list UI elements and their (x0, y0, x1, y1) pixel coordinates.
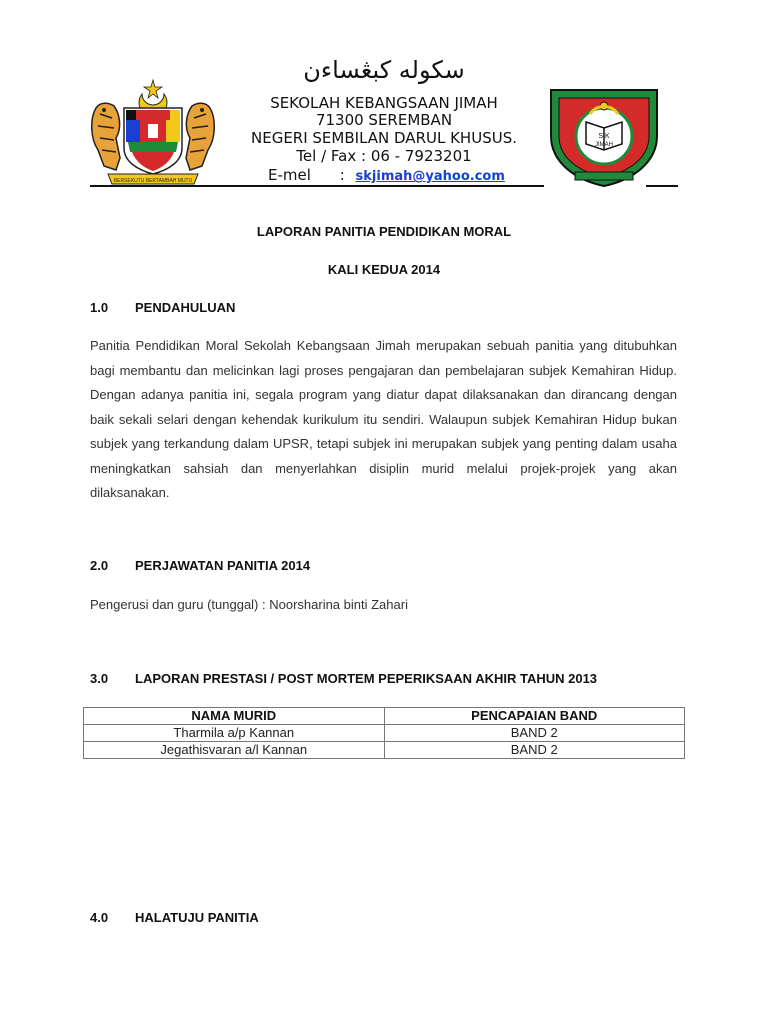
column-header-band: PENCAPAIAN BAND (384, 708, 685, 725)
section-2-body: Pengerusi dan guru (tunggal) : Noorsharina binti Zahari (90, 597, 408, 612)
section-1-body: Panitia Pendidikan Moral Sekolah Kebangsaan Jimah merupakan sebuah panitia yang ditubuhkan bagi membantu dan melicinkan lagi proses pengajaran dan pembelajaran subjek Kemahiran Hidup. Dengan adanya panitia ini, segala program yang diatur dapat dilaksanakan dan dirancang dengan baik sekali selari dengan kehendak kurikulum itu sendiri. Walaupun subjek Kemahiran Hidup bukan subjek yang terkandung dalam UPSR, tetapi subjek ini merupakan subjek yang penting dalam usaha meningkatkan sahsiah dan menyerlahkan disiplin murid melalui projek-projek yang akan dilaksanakan. (90, 338, 677, 500)
section-4-number: 4.0 (90, 910, 109, 925)
phone-fax: Tel / Fax : 06 - 7923201 (296, 147, 472, 165)
logo-text-bottom: JIMAH (595, 142, 613, 148)
document-title: LAPORAN PANITIA PENDIDIKAN MORAL (256, 224, 512, 239)
header-underline (90, 185, 544, 187)
table-row (84, 725, 685, 742)
table-header-row (84, 708, 685, 725)
jawi-school-title: سکوله كبڠساءن (303, 56, 465, 84)
email-link[interactable]: skjimah@yahoo.com (355, 169, 505, 184)
student-band: BAND 2 (384, 742, 685, 759)
student-band: BAND 2 (384, 725, 685, 742)
logo-text-top: S.K (598, 133, 610, 140)
postcode-city: 71300 SEREMBAN (315, 111, 453, 129)
email-separator: : (339, 166, 345, 184)
section-4-title: HALATUJU PANITIA (135, 910, 259, 925)
section-2-number: 2.0 (90, 558, 109, 573)
results-table (83, 707, 685, 759)
column-header-name: NAMA MURID (84, 708, 385, 725)
state-name: NEGERI SEMBILAN DARUL KHUSUS. (251, 129, 517, 147)
student-name: Tharmila a/p Kannan (84, 725, 385, 742)
header-underline-right (646, 185, 678, 187)
section-3-number: 3.0 (90, 671, 109, 686)
email-label: E-mel (268, 166, 311, 184)
student-name: Jegathisvaran a/l Kannan (84, 742, 385, 759)
table-row (84, 742, 685, 759)
section-3-title: LAPORAN PRESTASI / POST MORTEM PEPERIKSAAN AKHIR TAHUN 2013 (135, 671, 598, 686)
section-2-title: PERJAWATAN PANITIA 2014 (135, 558, 311, 573)
section-1-title: PENDAHULUAN (135, 300, 236, 315)
document-subtitle: KALI KEDUA 2014 (327, 262, 441, 277)
school-name: SEKOLAH KEBANGSAAN JIMAH (270, 94, 498, 112)
crest-motto: BERSEKUTU BERTAMBAH MUTU (113, 178, 193, 184)
section-1-number: 1.0 (90, 300, 109, 315)
email-row (268, 166, 505, 184)
